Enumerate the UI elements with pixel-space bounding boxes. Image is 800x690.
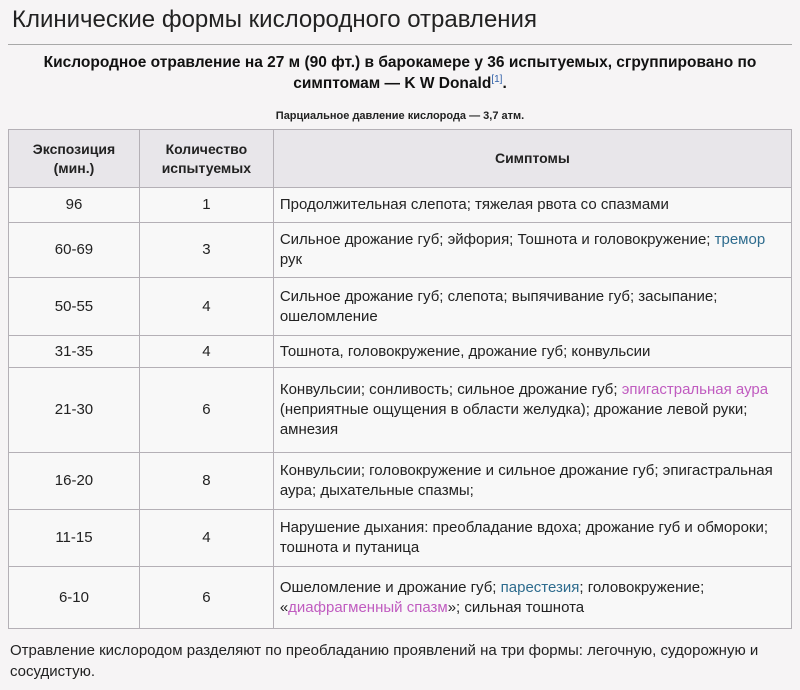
cell-exposure: 96 bbox=[9, 188, 140, 223]
cell-symptoms bbox=[273, 278, 791, 336]
cell-exposure: 11-15 bbox=[9, 510, 140, 567]
link-epigastric-aura[interactable]: эпигастральная аура bbox=[621, 381, 769, 398]
header-count-line1: Количество bbox=[165, 140, 248, 157]
symptom-text: Продолжительная слепота; тяжелая рвота со спазмами bbox=[279, 196, 669, 213]
cell-exposure: 50-55 bbox=[9, 278, 140, 336]
cell-count: 6 bbox=[139, 567, 273, 629]
symptom-text: ; головокружение; « bbox=[279, 578, 705, 616]
header-count-line2: испытуемых bbox=[161, 159, 252, 176]
table-header-row bbox=[9, 130, 792, 188]
table-row bbox=[9, 278, 792, 336]
table-caption-end: . bbox=[502, 75, 507, 92]
table-row bbox=[9, 223, 792, 278]
table-row bbox=[9, 336, 792, 368]
symptom-text: Сильное дрожание губ; слепота; выпячивание губ; засыпание; ошеломление bbox=[279, 287, 718, 325]
cell-symptoms bbox=[273, 368, 791, 453]
table-row bbox=[9, 368, 792, 453]
table-caption bbox=[8, 52, 792, 94]
symptom-text: Тошнота, головокружение, дрожание губ; конвульсии bbox=[279, 342, 651, 360]
cell-symptoms bbox=[273, 336, 791, 368]
cell-count: 1 bbox=[139, 188, 273, 223]
header-symptoms: Симптомы bbox=[273, 130, 791, 188]
cell-count: 3 bbox=[139, 223, 273, 278]
cell-symptoms bbox=[273, 510, 791, 567]
cell-count: 4 bbox=[139, 510, 273, 567]
symptom-text: Конвульсии; сонливость; сильное дрожание губ; bbox=[279, 381, 622, 398]
symptom-text: Ошеломление и дрожание губ; bbox=[279, 578, 501, 596]
table-row bbox=[9, 453, 792, 510]
cell-exposure: 60-69 bbox=[9, 223, 140, 278]
symptom-text: Нарушение дыхания: преобладание вдоха; дрожание губ и обмороки; тошнота и путаница bbox=[279, 519, 769, 556]
cell-exposure: 16-20 bbox=[9, 453, 140, 510]
cell-symptoms bbox=[273, 188, 791, 223]
header-exposure-line1: Экспозиция bbox=[32, 140, 116, 157]
header-exposure bbox=[9, 130, 140, 188]
cell-exposure: 31-35 bbox=[9, 336, 140, 368]
cell-count: 6 bbox=[139, 368, 273, 453]
section-title: Клинические формы кислородного отравления bbox=[12, 6, 537, 33]
table-caption-text: Кислородное отравление на 27 м (90 фт.) в барокамере у 36 испытуемых, сгруппировано по симптомам — K W Donald bbox=[43, 54, 757, 92]
reference-link[interactable]: [1] bbox=[491, 73, 503, 85]
header-count bbox=[139, 130, 273, 188]
link-tremor[interactable]: тремор bbox=[714, 231, 766, 248]
cell-exposure: 6-10 bbox=[9, 567, 140, 629]
link-diaphragm-spasm[interactable]: диафрагменный спазм bbox=[288, 598, 448, 616]
cell-count: 4 bbox=[139, 336, 273, 368]
cell-count: 4 bbox=[139, 278, 273, 336]
symptom-text: рук bbox=[279, 251, 303, 268]
table-row bbox=[9, 510, 792, 567]
header-exposure-line2: (мин.) bbox=[53, 159, 95, 176]
oxygen-forms-note: Отравление кислородом разделяют по преобладанию проявлений на три формы: легочную, судорожную и сосудистую. bbox=[10, 642, 759, 680]
symptom-text: Сильное дрожание губ; эйфория; Тошнота и головокружение; bbox=[279, 231, 715, 248]
symptom-text: Конвульсии; головокружение и сильное дрожание губ; эпигастральная аура; дыхательные спазмы; bbox=[279, 462, 773, 499]
symptom-text: (неприятные ощущения в области желудка); дрожание левой руки; амнезия bbox=[279, 401, 748, 438]
cell-exposure: 21-30 bbox=[9, 368, 140, 453]
cell-symptoms bbox=[273, 567, 791, 629]
symptom-text: »; сильная тошнота bbox=[447, 598, 585, 616]
symptoms-table bbox=[8, 129, 792, 629]
link-paresthesia[interactable]: парестезия bbox=[500, 578, 580, 596]
table-subcaption: Парциальное давление кислорода — 3,7 атм. bbox=[275, 110, 525, 122]
table-row bbox=[9, 188, 792, 223]
section-heading bbox=[8, 4, 792, 45]
cell-symptoms bbox=[273, 223, 791, 278]
cell-symptoms bbox=[273, 453, 791, 510]
cell-count: 8 bbox=[139, 453, 273, 510]
table-row bbox=[9, 567, 792, 629]
